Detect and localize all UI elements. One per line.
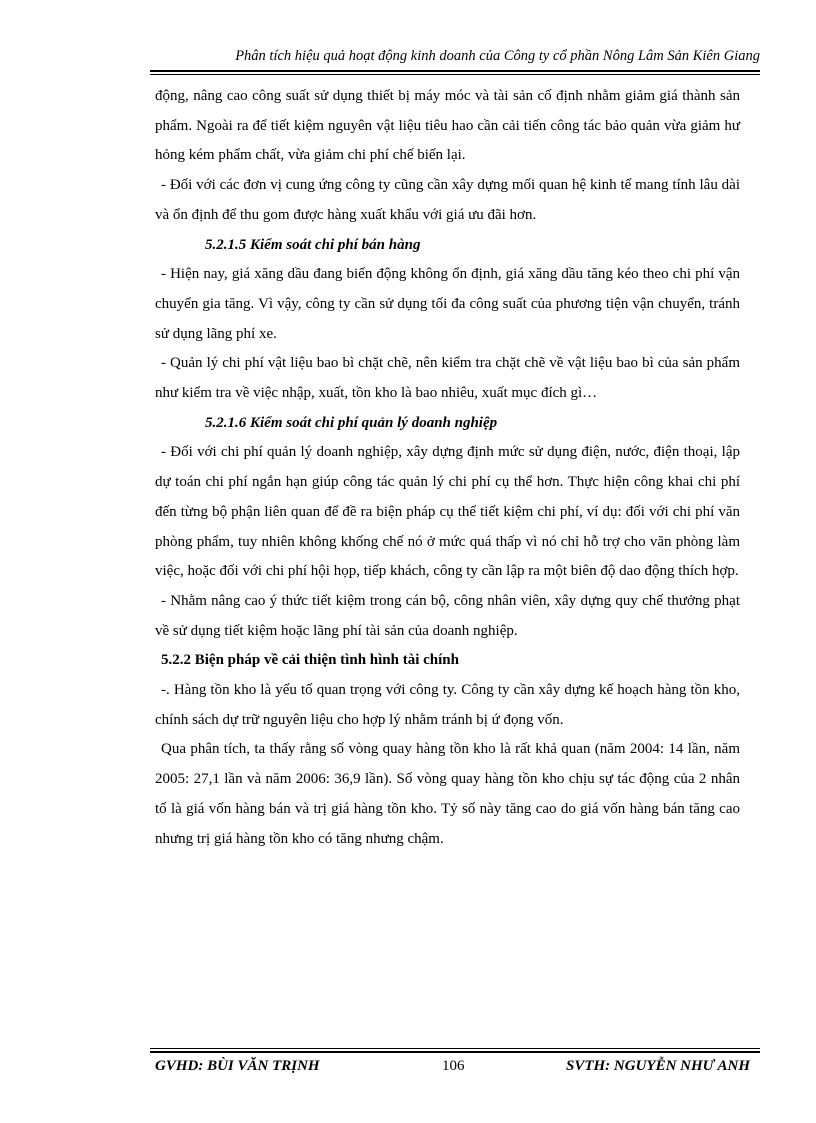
footer-rule-thin	[150, 1048, 760, 1049]
running-footer	[155, 1058, 750, 1078]
section-heading: 5.2.1.5 Kiểm soát chi phí bán hàng	[205, 236, 421, 253]
paragraph: - Nhằm nâng cao ý thức tiết kiệm trong cán bộ, công nhân viên, xây dựng quy chế thưởng phạt về sử dụng tiết kiệm hoặc lãng phí tài sản của doanh nghiệp.	[155, 592, 740, 639]
section-heading: 5.2.1.6 Kiểm soát chi phí quản lý doanh nghiệp	[205, 414, 498, 431]
paragraph: - Đối với các đơn vị cung ứng công ty cũng cần xây dựng mối quan hệ kinh tế mang tính lâu dài và ổn định để thu gom được hàng xuất khẩu với giá ưu đãi hơn.	[155, 177, 740, 223]
footer-advisor: GVHD: BÙI VĂN TRỊNH	[155, 1058, 320, 1074]
footer-rule-thick	[150, 1051, 760, 1053]
paragraph: - Hiện nay, giá xăng dầu đang biến động không ổn định, giá xăng dầu tăng kéo theo chi phí vận chuyển gia tăng. Vì vậy, công ty cần sử dụng tối đa công suất của phương tiện vận chuyển, tránh sử dụng lãng phí xe.	[155, 266, 740, 342]
paragraph: - Đối với chi phí quản lý doanh nghiệp, xây dựng định mức sử dụng điện, nước, điện thoại, lập dự toán chi phí ngắn hạn giúp công tác quản lý chi phí cụ thể hơn. Thực hiện công khai chi phí đến từng bộ phận liên quan để đề ra biện pháp cụ thể tiết kiệm chi phí, ví dụ: đối với chi phí văn phòng phẩm, tuy nhiên không khống chế nó ở mức quá thấp vì nó chỉ hỗ trợ cho văn phòng làm việc, hoặc đối với chi phí hội họp, tiếp khách, công ty cần lập ra một biên độ dao động thích hợp.	[155, 444, 740, 580]
footer-student: SVTH: NGUYỄN NHƯ ANH	[566, 1058, 750, 1074]
body-text	[155, 82, 740, 854]
header-rule-thin	[150, 74, 760, 75]
paragraph: động, nâng cao công suất sử dụng thiết bị máy móc và tài sản cố định nhằm giảm giá thành sản phẩm. Ngoài ra để tiết kiệm nguyên vật liệu tiêu hao cần cải tiến công tác bảo quản vừa giảm hư hỏng kém phẩm chất, vừa giảm chi phí chế biến lại.	[155, 88, 740, 164]
paragraph: -. Hàng tồn kho là yếu tố quan trọng với công ty. Công ty cần xây dựng kế hoạch hàng tồn kho, chính sách dự trữ nguyên liệu cho hợp lý nhằm tránh bị ứ đọng vốn.	[155, 682, 740, 728]
header-rule-thick	[150, 70, 760, 72]
paragraph: Qua phân tích, ta thấy rằng số vòng quay hàng tồn kho là rất khả quan (năm 2004: 14 lần, năm 2005: 27,1 lần và năm 2006: 36,9 lần). Số vòng quay hàng tồn kho chịu sự tác động của 2 nhân tố là giá vốn hàng bán và trị giá hàng tồn kho. Tỷ số này tăng cao do giá vốn hàng bán tăng cao nhưng trị giá hàng tồn kho có tăng nhưng chậm.	[155, 741, 740, 847]
paragraph: - Quản lý chi phí vật liệu bao bì chặt chẽ, nên kiểm tra chặt chẽ về vật liệu bao bì của sản phẩm như kiểm tra về việc nhập, xuất, tồn kho là bao nhiêu, xuất mục đích gì…	[155, 355, 740, 402]
page-number: 106	[442, 1058, 465, 1074]
running-header: Phân tích hiệu quả hoạt động kinh doanh của Công ty cổ phần Nông Lâm Sản Kiên Giang	[235, 48, 760, 64]
section-heading: 5.2.2 Biện pháp về cải thiện tình hình tài chính	[161, 652, 459, 669]
